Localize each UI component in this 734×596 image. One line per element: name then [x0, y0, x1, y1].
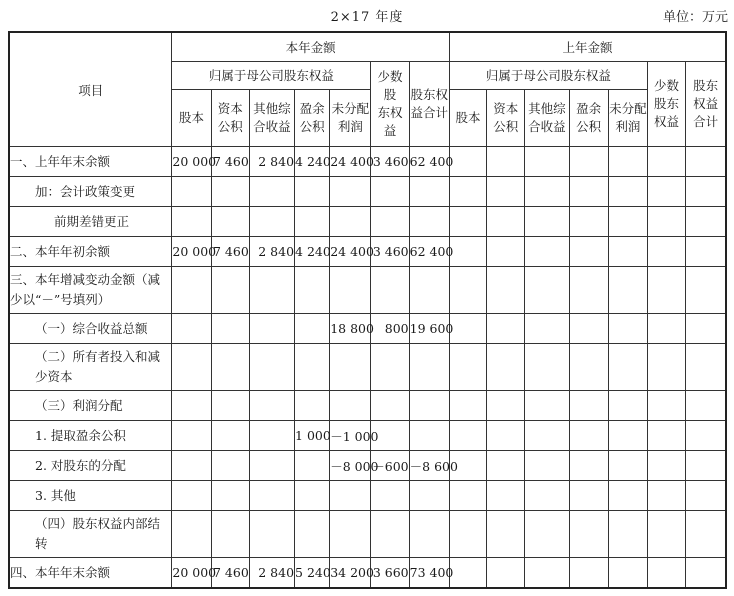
table-cell-prior	[608, 177, 647, 207]
table-cell	[249, 314, 294, 344]
table-cell	[409, 344, 449, 391]
col-capital-reserve-prior: 资本 公积	[487, 90, 525, 147]
table-cell	[249, 451, 294, 481]
table-cell	[371, 267, 409, 314]
table-cell	[211, 207, 249, 237]
col-share-capital: 股本	[172, 90, 211, 147]
table-cell-prior	[525, 207, 569, 237]
col-oci: 其他综 合收益	[249, 90, 294, 147]
table-cell-prior	[686, 391, 726, 421]
row-label: （三）利润分配	[9, 391, 172, 421]
table-cell: 19 600	[409, 314, 449, 344]
table-cell-prior	[608, 481, 647, 511]
statement-body	[9, 147, 726, 589]
table-cell-prior	[647, 344, 685, 391]
col-surplus-reserve: 盈余 公积	[295, 90, 330, 147]
report-header	[0, 4, 734, 26]
table-cell-prior	[525, 391, 569, 421]
table-cell	[371, 511, 409, 558]
table-cell-prior	[647, 314, 685, 344]
table-cell-prior	[647, 511, 685, 558]
table-cell: 3 460	[371, 237, 409, 267]
table-cell	[330, 207, 371, 237]
table-cell-prior	[569, 344, 608, 391]
row-label: 3. 其他	[9, 481, 172, 511]
table-cell	[172, 421, 211, 451]
row-label: 三、本年增减变动金额（减少以“－”号填列）	[9, 267, 172, 314]
table-cell	[249, 481, 294, 511]
table-row	[9, 481, 726, 511]
table-cell	[172, 481, 211, 511]
table-cell-prior	[569, 451, 608, 481]
table-cell: 20 000	[172, 237, 211, 267]
table-cell: 2 840	[249, 558, 294, 589]
table-cell-prior	[608, 147, 647, 177]
table-cell-prior	[569, 391, 608, 421]
table-cell-prior	[525, 421, 569, 451]
table-cell-prior	[686, 237, 726, 267]
table-cell-prior	[525, 558, 569, 589]
col-parent-equity-current: 归属于母公司股东权益	[172, 62, 371, 90]
table-cell: 20 000	[172, 558, 211, 589]
table-cell-prior	[569, 558, 608, 589]
table-row	[9, 558, 726, 589]
table-row	[9, 451, 726, 481]
table-cell: 34 200	[330, 558, 371, 589]
table-cell	[371, 207, 409, 237]
table-cell	[295, 207, 330, 237]
table-cell	[249, 391, 294, 421]
table-cell-prior	[449, 558, 486, 589]
table-cell-prior	[608, 451, 647, 481]
table-cell	[211, 267, 249, 314]
table-cell: 2 840	[249, 147, 294, 177]
table-cell-prior	[647, 177, 685, 207]
table-cell	[330, 511, 371, 558]
table-cell	[295, 511, 330, 558]
table-cell-prior	[487, 177, 525, 207]
table-cell: －600	[371, 451, 409, 481]
table-cell: 3 660	[371, 558, 409, 589]
col-share-capital-prior: 股本	[449, 90, 486, 147]
table-cell: 24 400	[330, 147, 371, 177]
table-cell-prior	[487, 421, 525, 451]
table-cell-prior	[686, 177, 726, 207]
table-cell-prior	[608, 391, 647, 421]
table-cell	[172, 177, 211, 207]
col-item: 项目	[9, 32, 172, 147]
table-cell	[211, 481, 249, 511]
table-cell	[409, 177, 449, 207]
table-cell	[172, 267, 211, 314]
table-cell: －8 600	[409, 451, 449, 481]
table-cell	[249, 511, 294, 558]
table-row	[9, 314, 726, 344]
table-cell	[211, 391, 249, 421]
table-cell-prior	[525, 177, 569, 207]
table-cell-prior	[647, 451, 685, 481]
row-label: 四、本年年末余额	[9, 558, 172, 589]
table-cell-prior	[569, 207, 608, 237]
table-cell	[409, 391, 449, 421]
col-current-year: 本年金额	[172, 32, 450, 62]
table-cell	[172, 391, 211, 421]
col-minority-current: 少数股 东权益	[371, 62, 409, 147]
table-cell-prior	[449, 421, 486, 451]
table-cell-prior	[686, 481, 726, 511]
row-label: （二）所有者投入和减少资本	[9, 344, 172, 391]
table-cell-prior	[449, 147, 486, 177]
table-cell	[172, 344, 211, 391]
row-label: 2. 对股东的分配	[9, 451, 172, 481]
row-label: （一）综合收益总额	[9, 314, 172, 344]
row-label: 加：会计政策变更	[9, 177, 172, 207]
table-cell	[172, 207, 211, 237]
table-cell: 1 000	[295, 421, 330, 451]
table-cell-prior	[525, 481, 569, 511]
col-capital-reserve: 资本 公积	[211, 90, 249, 147]
table-cell-prior	[525, 267, 569, 314]
table-cell	[330, 267, 371, 314]
table-cell	[295, 391, 330, 421]
table-cell	[330, 344, 371, 391]
table-cell-prior	[449, 391, 486, 421]
table-cell-prior	[686, 267, 726, 314]
table-cell-prior	[608, 237, 647, 267]
table-cell	[211, 344, 249, 391]
table-cell: 18 800	[330, 314, 371, 344]
col-surplus-reserve-prior: 盈余 公积	[569, 90, 608, 147]
table-cell	[330, 481, 371, 511]
table-cell: 5 240	[295, 558, 330, 589]
table-cell: －8 000	[330, 451, 371, 481]
table-cell-prior	[569, 314, 608, 344]
table-cell	[211, 421, 249, 451]
table-cell-prior	[525, 147, 569, 177]
table-cell	[249, 344, 294, 391]
table-cell-prior	[487, 391, 525, 421]
table-cell-prior	[487, 267, 525, 314]
table-cell: －1 000	[330, 421, 371, 451]
table-cell: 4 240	[295, 237, 330, 267]
table-cell: 800	[371, 314, 409, 344]
table-cell-prior	[487, 511, 525, 558]
col-total-current: 股东权 益合计	[409, 62, 449, 147]
col-minority-prior: 少数 股东 权益	[647, 62, 685, 147]
table-cell-prior	[487, 207, 525, 237]
table-cell: 7 460	[211, 558, 249, 589]
col-retained-earnings-prior: 未分配 利润	[608, 90, 647, 147]
table-cell: 2 840	[249, 237, 294, 267]
table-cell-prior	[487, 147, 525, 177]
table-cell-prior	[569, 267, 608, 314]
table-cell-prior	[647, 558, 685, 589]
table-cell	[330, 391, 371, 421]
table-cell: 3 460	[371, 147, 409, 177]
table-cell	[409, 421, 449, 451]
col-prior-year: 上年金额	[449, 32, 726, 62]
currency-unit: 单位：万元	[662, 10, 728, 25]
table-cell-prior	[525, 237, 569, 267]
table-cell-prior	[686, 344, 726, 391]
table-cell	[295, 481, 330, 511]
table-row	[9, 511, 726, 558]
table-cell-prior	[449, 344, 486, 391]
table-cell-prior	[569, 237, 608, 267]
table-cell	[371, 177, 409, 207]
table-cell	[172, 314, 211, 344]
table-cell-prior	[647, 267, 685, 314]
table-cell-prior	[449, 237, 486, 267]
table-cell-prior	[608, 344, 647, 391]
table-cell	[371, 344, 409, 391]
table-cell-prior	[647, 391, 685, 421]
table-cell-prior	[525, 314, 569, 344]
table-cell-prior	[449, 511, 486, 558]
col-parent-equity-prior: 归属于母公司股东权益	[449, 62, 647, 90]
table-cell-prior	[487, 344, 525, 391]
table-cell: 4 240	[295, 147, 330, 177]
table-cell-prior	[608, 558, 647, 589]
table-cell-prior	[569, 481, 608, 511]
table-cell	[211, 451, 249, 481]
header-row-1	[9, 32, 726, 62]
table-cell-prior	[608, 207, 647, 237]
table-cell-prior	[449, 177, 486, 207]
row-label: 二、本年年初余额	[9, 237, 172, 267]
table-cell-prior	[686, 511, 726, 558]
equity-change-statement	[8, 31, 727, 589]
table-cell-prior	[647, 481, 685, 511]
table-cell-prior	[569, 511, 608, 558]
table-cell-prior	[487, 558, 525, 589]
table-cell	[409, 511, 449, 558]
table-cell-prior	[569, 421, 608, 451]
table-cell-prior	[569, 147, 608, 177]
table-cell-prior	[525, 511, 569, 558]
col-total-prior: 股东 权益 合计	[686, 62, 726, 147]
table-cell-prior	[647, 147, 685, 177]
table-cell	[371, 481, 409, 511]
table-cell	[172, 451, 211, 481]
table-cell: 73 400	[409, 558, 449, 589]
table-row	[9, 421, 726, 451]
table-row	[9, 147, 726, 177]
table-cell: 20 000	[172, 147, 211, 177]
table-cell-prior	[686, 421, 726, 451]
table-cell	[249, 267, 294, 314]
table-cell-prior	[449, 267, 486, 314]
table-cell-prior	[449, 314, 486, 344]
table-row	[9, 344, 726, 391]
table-row	[9, 237, 726, 267]
table-cell	[249, 207, 294, 237]
table-cell	[330, 177, 371, 207]
table-cell: 7 460	[211, 237, 249, 267]
row-label: 一、上年年末余额	[9, 147, 172, 177]
table-cell	[295, 344, 330, 391]
table-cell	[295, 451, 330, 481]
table-row	[9, 177, 726, 207]
table-cell	[409, 207, 449, 237]
table-cell-prior	[449, 207, 486, 237]
table-cell-prior	[686, 147, 726, 177]
table-cell: 24 400	[330, 237, 371, 267]
table-cell-prior	[608, 511, 647, 558]
table-cell	[409, 481, 449, 511]
table-cell	[371, 391, 409, 421]
col-retained-earnings: 未分配 利润	[330, 90, 371, 147]
table-cell-prior	[487, 481, 525, 511]
table-cell-prior	[686, 451, 726, 481]
table-cell	[249, 421, 294, 451]
table-cell-prior	[686, 207, 726, 237]
table-cell	[172, 511, 211, 558]
table-cell	[211, 511, 249, 558]
table-cell	[295, 314, 330, 344]
table-cell	[409, 267, 449, 314]
table-cell-prior	[487, 451, 525, 481]
table-cell-prior	[487, 237, 525, 267]
row-label: （四）股东权益内部结转	[9, 511, 172, 558]
table-cell-prior	[608, 421, 647, 451]
table-cell: 7 460	[211, 147, 249, 177]
table-cell-prior	[525, 451, 569, 481]
table-cell-prior	[647, 421, 685, 451]
report-period: 2×17 年度	[330, 10, 404, 25]
table-cell-prior	[449, 481, 486, 511]
table-cell-prior	[686, 314, 726, 344]
row-label: 1. 提取盈余公积	[9, 421, 172, 451]
table-cell	[249, 177, 294, 207]
table-cell-prior	[525, 344, 569, 391]
table-cell-prior	[569, 177, 608, 207]
table-cell-prior	[608, 267, 647, 314]
table-row	[9, 207, 726, 237]
table-cell-prior	[647, 207, 685, 237]
table-row	[9, 391, 726, 421]
table-cell	[211, 177, 249, 207]
table-cell: 62 400	[409, 237, 449, 267]
table-row	[9, 267, 726, 314]
table-cell	[295, 267, 330, 314]
table-cell	[211, 314, 249, 344]
col-oci-prior: 其他综 合收益	[525, 90, 569, 147]
table-cell-prior	[686, 558, 726, 589]
table-cell	[295, 177, 330, 207]
table-cell-prior	[487, 314, 525, 344]
row-label: 前期差错更正	[9, 207, 172, 237]
table-cell-prior	[608, 314, 647, 344]
table-cell-prior	[647, 237, 685, 267]
table-cell: 62 400	[409, 147, 449, 177]
